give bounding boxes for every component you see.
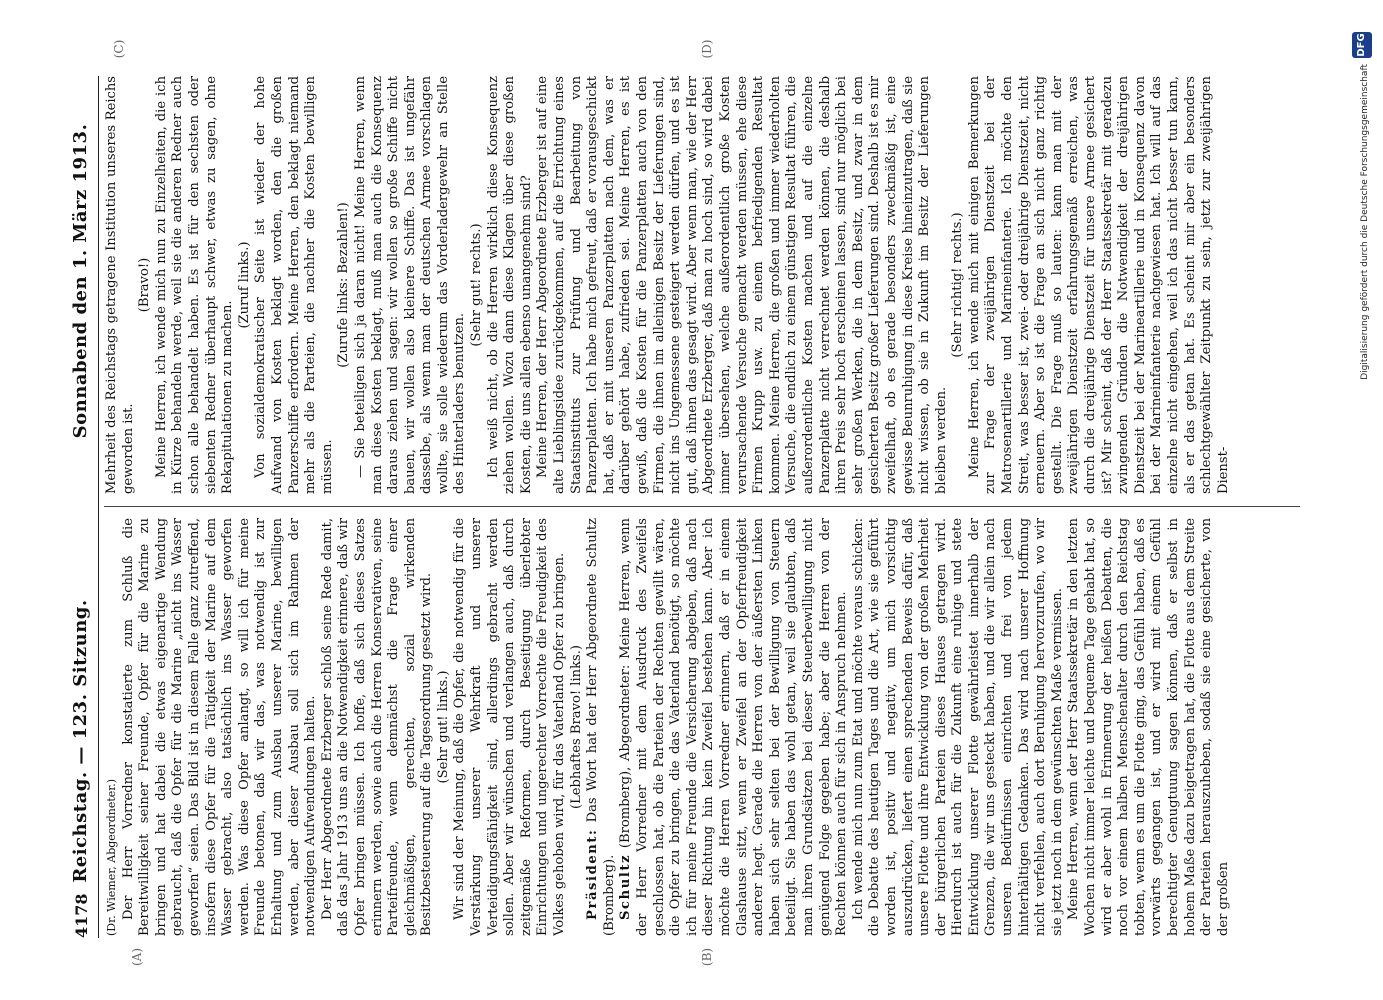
- reaction: (Sehr richtig! rechts.): [950, 212, 966, 358]
- paragraph-text: Das Wort hat der Herr Abgeordnete Schultz (Bromberg).: [585, 518, 617, 936]
- reaction: (Lebhaftes Bravo! links.): [568, 644, 584, 810]
- margin-mark-a: (A): [130, 947, 144, 967]
- paragraph: Von sozialdemokratischer Seite ist wieder der hohe Aufwand von Kosten beklagt worden, den die großen Panzerschiffe erfordern. Meine Herren, den beklagt niemand mehr als die Parteien, die nachher die Kosten bewilligen müssen.: [253, 76, 335, 494]
- left-column: [104, 518, 1300, 936]
- header-rule: [98, 76, 99, 938]
- speaker-label: Präsident:: [585, 828, 601, 920]
- margin-mark-b: (B): [700, 947, 714, 967]
- column-divider: [104, 506, 1300, 507]
- reaction: (Zurufe links: Bezahlen!): [336, 202, 352, 368]
- dfg-logo-icon: DFG: [1352, 32, 1372, 58]
- paragraph: Wir sind der Meinung, daß die Opfer, die notwendig für die Verstärkung unserer Wehrkraft und unserer Verteidigungsfähigkeit sind, allerdings gebracht werden sollen. Aber wir wünschen und verlangen auch, daß durch zeitgemäße Reformen, durch Beseitigung überlebter Einrichtungen und ungerechter Vorrechte die Freudigkeit des Volkes gehoben wird, für das Vaterland Opfer zu bringen.: [452, 518, 568, 936]
- paragraph: Ich weiß nicht, ob die Herren wirklich diese Konsequenz ziehen wollen. Wozu dann diese Klagen über diese großen Kosten, die uns allen ebenso unangenehm sind?: [485, 76, 534, 494]
- paragraph: Meine Herren, ich wende mich nun zu Einzelheiten, die ich in Kürze behandeln werde, weil sie die anderen Redner auch schon alle behandelt haben. Es ist für den sechsten oder siebenten Redner überhaupt schwer, etwas zu sagen, ohne Rekapitulationen zu machen.: [153, 76, 236, 494]
- paragraph: Meine Herren, ich wende mich mit einigen Bemerkungen zur Frage der zweijährigen Dienstzeit bei der Matrosenartillerie und Marineinfanterie. Ich möchte den Streit, was besser ist, zwei- oder dreijährige Dienstzeit, nicht erneuern. Aber so ist die Frage an sich nicht ganz richtig gestellt. Die Frage muß so lauten: kann man mit der zweijährigen Dienstzeit erfahrungsgemäß erreichen, was durch die dreijährige Dienstzeit für unsere Armee gesichert ist? Mir scheint, daß der Herr Staatssekretär mit geradezu zwingenden Gründen die Notwendigkeit der dreijährigen Dienstzeit bei der Marineartillerie und in Konsequenz davon bei der Marineinfanterie nachgewiesen hat. Ich will auf das einzelne nicht eingehen, weil ich das nicht besser tun kann, als er das getan hat. Es scheint mir aber ein besonders schlechtgewählter Zeitpunkt zu sein, jetzt zur zweijährigen Dienst-: [966, 76, 1231, 494]
- page-header: [70, 76, 96, 938]
- paragraph: Ich wende mich nun zum Etat und möchte voraus schicken: die Debatte des heutigen Tages und die Art, wie sie geführt worden ist, positiv und negativ, um mich vorsichtig auszudrücken, liefert einen sprechenden Beweis dafür, daß unsere Flotte und ihre Entwicklung von der großen Mehrheit der bürgerlichen Parteien dieses Hauses getragen wird. Hierdurch ist auch für die Zukunft eine ruhige und stete Entwicklung unserer Flotte gewährleistet innerhalb der Grenzen, die wir uns gesteckt haben, und die wir allein nach unseren Bedürfnissen einrichten und frei von jedem hinterhältigen Gedanken. Das wird nach unserer Hoffnung nicht verfehlen, auch dort Beruhigung hervorzurufen, wo wir sie jetzt noch in dem gewünschten Maße vermissen.: [850, 518, 1065, 936]
- page-number: 4178: [72, 893, 91, 938]
- reaction: (Sehr gut! links.): [435, 670, 451, 784]
- digitization-note: Digitalisierung gefördert durch die Deutsche Forschungsgemeinschaft: [1360, 64, 1370, 380]
- speaker-label: Schultz: [618, 853, 634, 920]
- reaction: (Sehr gut! rechts.): [469, 223, 485, 347]
- margin-mark-c: (C): [112, 39, 126, 59]
- paragraph: Meine Herren, wenn der Herr Staatssekretär in den letzten Wochen nicht immer leichte und bequeme Tage gehabt hat, so wird er aber wohl in Erinnerung der heißen Debatten, die noch vor einem halben Menschenalter durch den Reichstag tobten, wenn es um die Flotte ging, das Gefühl haben, daß es vorwärts gegangen ist, und er wird mit einem Gefühl berechtigter Genugtuung sagen können, daß er selbst in hohem Maße dazu beigetragen hat, die Flotte aus dem Streite der Parteien herauszuheben, sodaß sie eine gesicherte, von der großen: [1066, 518, 1231, 936]
- paragraph: — Sie beteiligen sich ja daran nicht! Meine Herren, wenn man diese Kosten beklagt, muß man auch die Konsequenz daraus ziehen und sagen: wir wollen so große Schiffe nicht bauen, wir wollen also kleinere Schiffe. Das ist ungefähr dasselbe, als wenn man der deutschen Armee vorschlagen wollte, sie solle wiederum das Vorderladergewehr an Stelle des Hinterladers benutzen.: [352, 76, 468, 494]
- paragraph-text: (Bromberg), Abgeordneter: Meine Herren, wenn der Herr Vorredner mit dem Ausdruck des Zweifels geschlossen hat, ob die Parteien der Rechten gewillt wären, die Opfer zu bringen, die das Vaterland benötigt, so möchte ich für meine Freunde die Versicherung abgeben, daß nach dieser Richtung hin kein Zweifel bestehen kann. Aber ich möchte die Herren Vorredner erinnern, daß er in einem Glashause sitzt, wenn er Zweifel an der Opferfreudigkeit anderer hegt. Gerade die Herren von der äußersten Linken haben sich sehr selten bei der Bewilligung von Steuern beteiligt. Sie haben das wohl getan, weil sie glaubten, daß man ihren Grundsätzen bei dieser Steuerbewilligung nicht genügend Folge gegeben habe; aber die Herren von der Rechten können auch für sich in Anspruch nehmen.: [618, 518, 850, 936]
- reaction: (Zuruf links.): [236, 241, 252, 329]
- paragraph: Der Herr Abgeordnete Erzberger schloß seine Rede damit, daß das Jahr 1913 uns an die Notwendigkeit erinnere, daß wir Opfer bringen müssen. Ich hoffe, daß sich dieses Satzes erinnern werden, sowie auch die Herren Konservativen, seine Parteifreunde, wenn demnächst die Frage einer gleichmäßigen, gerechten, sozial wirkenden Besitzbesteuerung auf die Tagesordnung gesetzt wird.: [319, 518, 435, 936]
- paragraph: Mehrheit des Reichstags getragene Institution unseres Reichs geworden ist.: [104, 76, 136, 494]
- right-column: [104, 76, 1300, 494]
- margin-mark-d: (D): [700, 39, 714, 59]
- paragraph: Meine Herren, der Herr Abgeordnete Erzberger ist auf eine alte Lieblingsidee zurückgekommen, auf die Errichtung eines Staatsinstituts zur Prüfung und Bearbeitung von Panzerplatten. Ich habe mich gefreut, daß er vorausgeschickt hat, daß er mit unseren Panzerplatten nach dem, was er darüber gehört habe, zufrieden sei. Meine Herren, es ist gewiß, daß die Kosten für die Panzerplatten auch von den Firmen, die ihnen im alleinigen Besitz der Lieferungen sind, nicht ins Ungemessene gesteigert werden dürfen, und es ist gut, daß ihnen das gesagt wird. Aber wenn man, wie der Herr Abgeordnete Erzberger, daß man zu hoch sind, so wird dabei immer übersehen, welche außerordentlich große Kosten verursachende Versuche gemacht werden müssen, ehe diese Firmen Krupp usw. zu einem befriedigenden Resultat kommen. Meine Herren, die großen und immer wiederholten Versuche, die endlich zu einem günstigen Resultat führen, die außerordentliche Kosten machen und auf die einzelne Panzerplatte nicht verrechnet werden können, die deshalb ihren Preis sehr hoch erscheinen lassen, sind nur möglich bei sehr großen Werken, die in dem Besitz, und zwar in dem gesicherten Besitz großer Lieferungen sind. Deshalb ist es mir zweifelhaft, ob es gerade besonders zweckmäßig ist, eine gewisse Beunruhigung in diese Kreise hineinzutragen, daß sie nicht wissen, ob sie in Zukunft im Besitz der Lieferungen bleiben werden.: [535, 76, 949, 494]
- paragraph: [585, 518, 618, 936]
- paragraph: [618, 518, 850, 936]
- speaker-heading: (Dr. Wiemer, Abgeordneter.): [105, 778, 118, 936]
- paragraph: Der Herr Vorredner konstatierte zum Schluß die Bereitwilligkeit seiner Freunde, Opfer für die Marine zu bringen und hat dabei die etwas eigenartige Wendung gebraucht, daß die Opfer für die Marine „nicht ins Wasser geworfen“ seien. Das Bild ist in diesem Falle ganz zutreffend, insofern diese Opfer für die Tätigkeit der Marine auf dem Wasser gebracht, also tatsächlich ins Wasser geworfen werden. Was diese Opfer anlangt, so will ich für meine Freunde betonen, daß wir das, was notwendig ist zur Erhaltung und zum Ausbau unserer Marine, bewilligen werden, aber dieser Ausbau soll sich im Rahmen der notwendigen Aufwendungen halten.: [120, 518, 319, 936]
- header-right-date: Sonnabend den 1. März 1913.: [70, 123, 91, 439]
- reaction: (Bravo!): [137, 257, 153, 313]
- header-left-title: Reichstag. — 123. Sitzung.: [70, 599, 91, 883]
